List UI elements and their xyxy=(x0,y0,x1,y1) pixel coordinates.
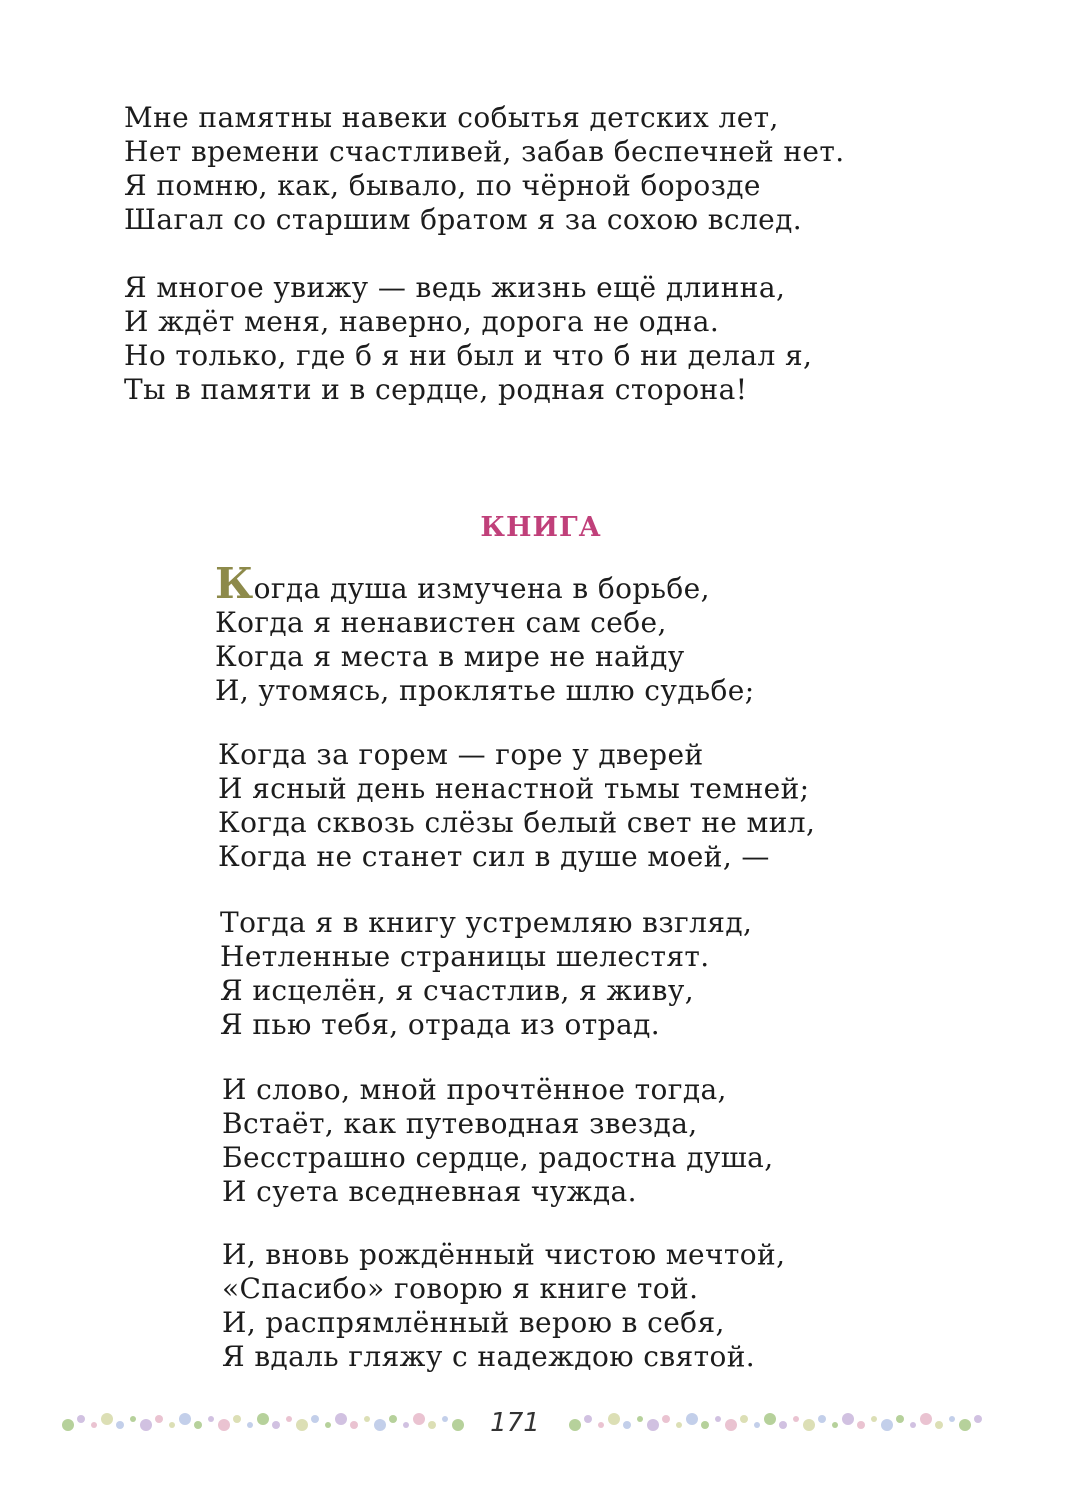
ornament-dot xyxy=(974,1415,982,1423)
poem-line: И суета вседневная чужда. xyxy=(222,1175,637,1208)
ornament-dot xyxy=(715,1416,721,1422)
ornament-dot xyxy=(403,1422,409,1428)
poem-line: Ты в памяти и в сердце, родная сторона! xyxy=(124,373,748,406)
ornament-dot xyxy=(296,1419,308,1431)
ornament-dot xyxy=(130,1416,136,1422)
ornament-dot xyxy=(91,1422,97,1428)
ornament-dot xyxy=(857,1421,865,1429)
ornament-dot xyxy=(218,1419,230,1431)
page-number: 171 xyxy=(490,1408,540,1438)
ornament-dot xyxy=(374,1419,386,1431)
poem-line: И слово, мной прочтённое тогда, xyxy=(222,1073,727,1106)
poem-line: Я пью тебя, отрада из отрад. xyxy=(220,1008,661,1041)
ornament-dot xyxy=(233,1415,241,1423)
ornament-dot xyxy=(740,1415,748,1423)
ornament-dot xyxy=(662,1415,670,1423)
ornament-dot xyxy=(920,1413,932,1425)
ornament-dot xyxy=(364,1416,370,1422)
ornament-dot xyxy=(325,1422,331,1428)
ornament-dot xyxy=(676,1422,682,1428)
ornament-dot xyxy=(194,1421,202,1429)
poem-line: Я вдаль гляжу с надеждою святой. xyxy=(222,1340,756,1373)
poem2-stanza-3 xyxy=(220,906,752,1042)
poem2-stanza-1 xyxy=(215,559,755,708)
poem-title: КНИГА xyxy=(480,512,602,543)
ornament-dot xyxy=(935,1421,943,1429)
ornament-dot xyxy=(623,1421,631,1429)
poem2-stanza-5 xyxy=(222,1238,785,1374)
ornament-dot xyxy=(452,1419,464,1431)
ornament-dot xyxy=(637,1416,643,1422)
ornament-dot xyxy=(793,1416,799,1422)
ornament-dot xyxy=(818,1415,826,1423)
poem-line: Я многое увижу — ведь жизнь ещё длинна, xyxy=(124,271,786,304)
ornament-dot xyxy=(208,1416,214,1422)
ornament-dot xyxy=(169,1422,175,1428)
poem-line: Мне памятны навеки событья детских лет, xyxy=(124,101,779,134)
poem-line: Нет времени счастливей, забав беспечней нет. xyxy=(124,135,845,168)
ornament-dot xyxy=(62,1419,74,1431)
poem-line: Когда я ненавистен сам себе, xyxy=(215,606,667,639)
ornament-dot xyxy=(584,1415,592,1423)
ornament-dot xyxy=(442,1416,448,1422)
poem-line: Когда я места в мире не найду xyxy=(215,640,685,673)
ornament-dot xyxy=(764,1413,776,1425)
ornament-dot xyxy=(179,1413,191,1425)
poem-line: Нетленные страницы шелестят. xyxy=(220,940,710,973)
ornament-dot xyxy=(101,1413,113,1425)
ornament-dot xyxy=(77,1415,85,1423)
ornament-dot xyxy=(754,1422,760,1428)
ornament-dot xyxy=(779,1421,787,1429)
drop-cap: К xyxy=(215,559,254,608)
ornament-dot xyxy=(428,1421,436,1429)
poem1-stanza-1 xyxy=(124,101,845,237)
first-line-rest: огда душа измучена в борьбе, xyxy=(253,572,710,605)
poem-line: Встаёт, как путеводная звезда, xyxy=(222,1107,698,1140)
ornament-dot xyxy=(959,1419,971,1431)
poem-line: И, распрямлённый верою в себя, xyxy=(222,1306,725,1339)
ornament-dot xyxy=(569,1419,581,1431)
ornament-dot xyxy=(413,1413,425,1425)
ornament-dot xyxy=(803,1419,815,1431)
poem2-stanza-2 xyxy=(218,738,815,874)
poem-line: И ждёт меня, наверно, дорога не одна. xyxy=(124,305,720,338)
ornament-dot xyxy=(949,1416,955,1422)
poem-line: Когда сквозь слёзы белый свет не мил, xyxy=(218,806,816,839)
poem2-stanza-4 xyxy=(222,1073,774,1209)
poem-line: Когда за горем — горе у дверей xyxy=(218,738,704,771)
ornament-dot xyxy=(311,1415,319,1423)
poem-line: Когда не станет сил в душе моей, — xyxy=(218,840,770,873)
ornament-dot xyxy=(871,1416,877,1422)
poem-line: Бесстрашно сердце, радостна душа, xyxy=(222,1141,774,1174)
ornament-dot xyxy=(335,1413,347,1425)
poem-line: «Спасибо» говорю я книге той. xyxy=(222,1272,699,1305)
poem-line: Тогда я в книгу устремляю взгляд, xyxy=(220,906,753,939)
ornament-dot xyxy=(725,1419,737,1431)
poem-line: Но только, где б я ни был и что б ни делал я, xyxy=(124,339,813,372)
poem-line: Шагал со старшим братом я за сохою вслед. xyxy=(124,203,803,236)
ornament-dot xyxy=(116,1421,124,1429)
poem-line: И, вновь рождённый чистою мечтой, xyxy=(222,1238,786,1271)
ornament-dot xyxy=(389,1415,397,1423)
ornament-dot xyxy=(286,1416,292,1422)
ornament-dot xyxy=(896,1415,904,1423)
ornament-dot xyxy=(257,1413,269,1425)
ornament-dot xyxy=(598,1422,604,1428)
poem-line: И, утомясь, проклятье шлю судьбе; xyxy=(215,674,755,707)
ornament-dot xyxy=(832,1422,838,1428)
poem-line-first xyxy=(215,559,755,608)
ornament-dot xyxy=(140,1419,152,1431)
ornament-dot xyxy=(701,1421,709,1429)
ornament-dot xyxy=(247,1422,253,1428)
ornament-dot xyxy=(842,1413,854,1425)
ornament-dot xyxy=(272,1421,280,1429)
ornament-dot xyxy=(350,1421,358,1429)
ornament-dot xyxy=(608,1413,620,1425)
ornament-dot xyxy=(881,1419,893,1431)
poem-line: Я помню, как, бывало, по чёрной борозде xyxy=(124,169,761,202)
ornament-dot xyxy=(155,1415,163,1423)
ornament-dot xyxy=(686,1413,698,1425)
ornament-dot xyxy=(910,1422,916,1428)
ornament-dot xyxy=(647,1419,659,1431)
poem1-stanza-2 xyxy=(124,271,812,407)
poem-line: И ясный день ненастной тьмы темней; xyxy=(218,772,810,805)
poem-line: Я исцелён, я счастлив, я живу, xyxy=(220,974,695,1007)
